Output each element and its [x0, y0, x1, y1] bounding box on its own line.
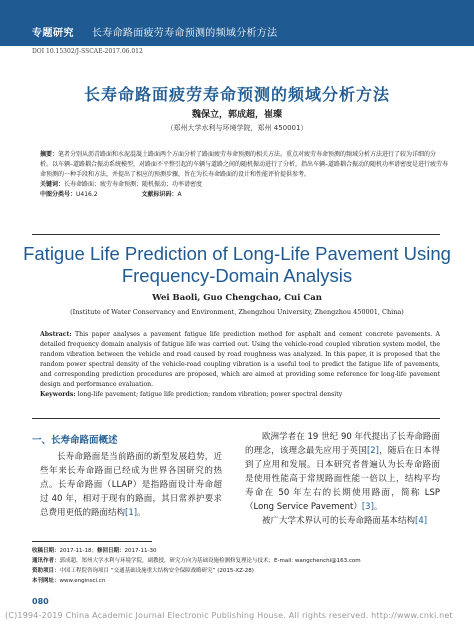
journal-header-bar	[0, 0, 474, 46]
corresponding-value[interactable]: 郭成超，郑州大学水利与环境学院，副教授，研究方向为基础设施检测修复理论与技术；E-mail: wangchenchi@163.com	[59, 558, 361, 564]
citation-link[interactable]: [4]	[415, 516, 428, 526]
cn-abstract-label: 摘要：	[40, 151, 59, 158]
en-abstract	[40, 330, 440, 390]
section-heading: 一、长寿命路面概述	[32, 435, 118, 446]
paragraph-text: 。	[137, 508, 146, 518]
en-title-line1: Fatigue Life Prediction of Long-Life Pavement Using	[23, 243, 451, 264]
divider	[32, 234, 440, 235]
doc-code-value: A	[177, 191, 182, 198]
cn-abstract	[40, 150, 448, 180]
footnote-funding	[32, 566, 442, 576]
citation-link[interactable]: [1]	[125, 508, 138, 518]
cn-abstract-block	[40, 150, 448, 200]
en-keywords-label: Keywords:	[40, 391, 76, 398]
en-authors: Wei Baoli, Guo Chengchao, Cui Can	[152, 293, 322, 303]
clc-value: U416.2	[76, 191, 98, 198]
footnote-dates	[32, 546, 442, 556]
paragraph	[40, 450, 222, 520]
en-keywords-text: long-life pavement; fatigue life prediction; random vibration; power spectral density	[77, 391, 343, 398]
cn-keywords	[40, 180, 448, 190]
funding-value: 中国工程院咨询项目 “交通基础设施重大结构安全保障战略研究” (2015-XZ-28)	[59, 568, 254, 574]
en-title	[0, 243, 474, 287]
doi[interactable]: DOI 10.15302/J-SSCAE-2017.06.012	[32, 48, 143, 55]
website-label: 本刊网址：	[32, 578, 60, 584]
revised-label: 修回日期：	[96, 548, 125, 554]
cn-keywords-label: 关键词：	[40, 181, 65, 188]
cn-title: 长寿命路面疲劳寿命预测的频域分析方法	[83, 85, 390, 104]
citation-link[interactable]: [2]	[366, 446, 379, 456]
paragraph-text: ，随后在日本得到了应用和发展。日本研究者普遍认为长寿命路面是使用性能高于常规路面性能一倍以上，结构平均寿命在 50 年左右的长期使用路面，简称 LSP（Long Service Pavement）	[245, 446, 440, 512]
copyright-footer: (C)1994-2019 China Academic Journal Electronic Publishing House. All rights reserved. http://www.cnki.net	[5, 611, 453, 620]
paragraph	[245, 514, 440, 528]
footnote-website	[32, 576, 442, 586]
funding-label: 资助项目：	[32, 568, 60, 574]
en-title-line2: Frequency-Domain Analysis	[121, 265, 353, 286]
cn-classification	[40, 190, 448, 200]
cn-abstract-text: 笔者分别从沥青路面和水泥混凝土路面两个方面分析了路面疲劳寿命预测的相关方法。重点对疲劳寿命预测的频域分析方法进行了较为详细的分析。以车辆–道路耦合振动系统模型，对路面不平整引起的车辆与道路之间的随机振动进行了分析，指出车辆–道路耦合振动的随机功率谱密度是进行疲劳寿命预测的一种手段和方法，并提出了相应的预测步骤，旨在为长寿命路面的设计和性能评价提供参考。	[40, 151, 449, 178]
paragraph	[245, 430, 440, 514]
paragraph-text: 。	[373, 502, 383, 512]
doc-code-label: 文献标识码：	[141, 191, 178, 198]
received-value: 2017-11-18；	[59, 548, 97, 554]
website-link[interactable]: www.enginsci.cn	[59, 578, 106, 584]
cn-authors: 魏保立，郭成超，崔璨	[191, 110, 282, 120]
received-label: 收稿日期：	[32, 548, 60, 554]
en-abstract-text: This paper analyses a pavement fatigue life prediction method for asphalt and cement concrete pavements. A detailed frequency domain analysis of fatigue life was carried out. Using the vehicle-road coupled vibration system model, the random vibration between the vehicle and road caused by road roughness was analyzed. In this paper, it is proposed that the random power spectral density of the vehicle-road coupling vibration is a useful tool to predict the fatigue life of pavements, and corresponding prediction procedures are proposed, which are aimed at providing some reference for long-life pavement design and performance evaluation.	[40, 331, 440, 388]
revised-value: 2017-11-30	[124, 548, 157, 554]
paragraph-text: 被广大学术界认可的长寿命路面基本结构	[262, 516, 416, 526]
paragraph-text: 欧洲学者在 19 世纪 90 年代提出了长寿命路面的理念，该理念最先应用于英国	[245, 432, 440, 456]
page-number: 080	[32, 597, 49, 606]
paragraph-text: 长寿命路面是当前路面的新型发展趋势，近些年来长寿命路面已经成为世界各国研究的热点。长寿命路面（LLAP）是指路面设计寿命超过 40 年，相对于现有的路面，其日常养护要求总费用更低的路面结构	[40, 452, 222, 518]
en-affiliation: (Institute of Water Conservancy and Environment, Zhengzhou University, Zhengzhou 450001, China)	[70, 308, 404, 316]
footnotes	[32, 546, 442, 586]
corresponding-label: 通讯作者：	[32, 558, 60, 564]
footnote-corresponding	[32, 556, 442, 566]
body-column-left	[40, 450, 222, 520]
body-column-right	[245, 430, 440, 528]
cn-keywords-text: 长寿命路面；疲劳寿命预测；随机振动；功率谱密度	[64, 181, 203, 188]
column-title: 专题研究	[32, 28, 74, 39]
en-abstract-block	[40, 330, 440, 400]
clc-label: 中图分类号：	[40, 191, 77, 198]
footnote-divider	[32, 541, 152, 542]
en-keywords	[40, 390, 440, 400]
en-abstract-label: Abstract:	[40, 331, 72, 338]
running-title: 长寿命路面疲劳寿命预测的频域分析方法	[92, 28, 278, 39]
citation-link[interactable]: [3]	[361, 502, 374, 512]
divider	[32, 418, 440, 419]
cn-affiliation: （郑州大学水利与环境学院，郑州 450001）	[166, 124, 308, 132]
